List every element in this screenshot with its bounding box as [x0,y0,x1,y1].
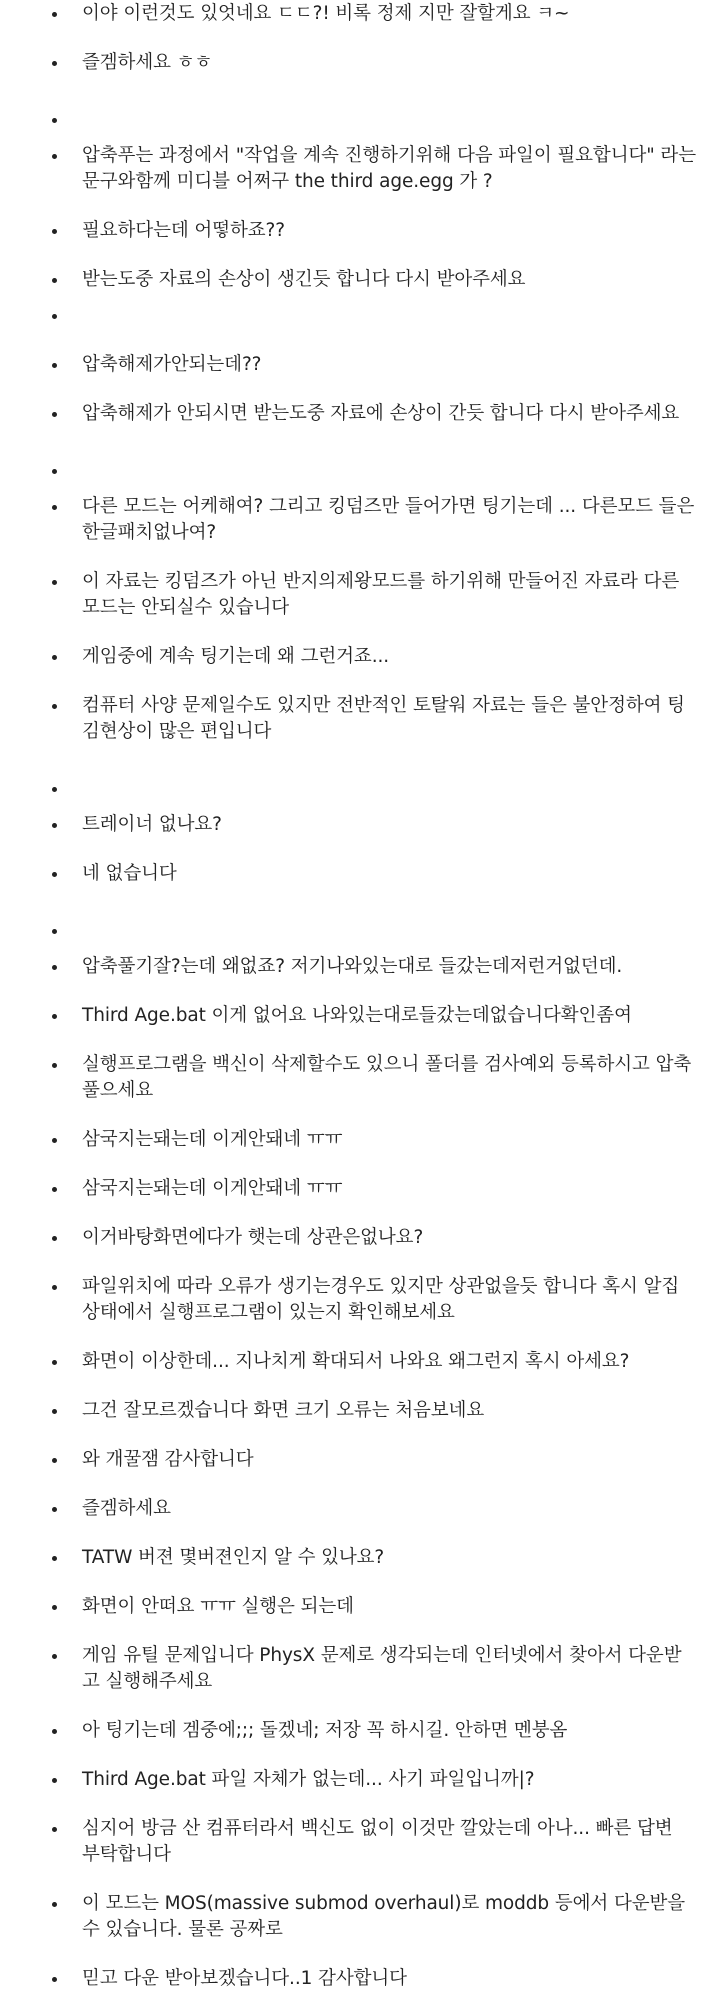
comment-item: 즐겜하세요 ㅎㅎ [0,50,710,76]
comment-item: TATW 버젼 몇버젼인지 알 수 있나요? [0,1545,710,1571]
comment-item: 실행프로그램을 백신이 삭제할수도 있으니 폴더를 검사예외 등록하시고 압축풀으세요 [0,1052,710,1104]
comment-item: 필요하다는데 어떻하죠?? [0,218,710,244]
empty-comment-item [0,107,710,133]
comment-item: 믿고 다운 받아보겠습니다..1 감사합니다 [0,1966,710,1992]
comment-item: 삼국지는돼는데 이게안돼네 ㅠㅠ [0,1176,710,1202]
comment-item: 게임중에 계속 팅기는데 왜 그런거죠... [0,644,710,670]
empty-comment-item [0,776,710,802]
comment-item: 화면이 안떠요 ㅠㅠ 실행은 되는데 [0,1594,710,1620]
comment-item: 컴퓨터 사양 문제일수도 있지만 전반적인 토탈워 자료는 들은 불안정하여 팅김현상이 많은 편입니다 [0,693,710,745]
comment-item: 압축풀기잘?는데 왜없죠? 저기나와있는대로 들갔는데저런거없던데. [0,954,710,980]
comment-item: 다른 모드는 어케해여? 그리고 킹덤즈만 들어가면 팅기는데 ... 다른모드 들은 한글패치없나여? [0,494,710,546]
comment-item: 이 모드는 MOS(massive submod overhaul)로 moddb 등에서 다운받을 수 있습니다. 물론 공짜로 [0,1891,710,1943]
empty-comment-item [0,303,710,329]
comment-item: 파일위치에 따라 오류가 생기는경우도 있지만 상관없을듯 합니다 혹시 알집상태에서 실행프로그램이 있는지 확인해보세요 [0,1274,710,1326]
comment-item: 삼국지는돼는데 이게안돼네 ㅠㅠ [0,1127,710,1153]
empty-comment-item [0,458,710,484]
comment-item: 화면이 이상한데... 지나치게 확대되서 나와요 왜그런지 혹시 아세요? [0,1349,710,1375]
comment-item: 압축해제가 안되시면 받는도중 자료에 손상이 간듯 합니다 다시 받아주세요 [0,401,710,427]
comment-item: 받는도중 자료의 손상이 생긴듯 합니다 다시 받아주세요 [0,267,710,293]
comment-item: 이야 이런것도 있엇네요 ㄷㄷ?! 비록 정제 지만 잘할게요 ㅋ~ [0,1,710,27]
comment-item: 이 자료는 킹덤즈가 아닌 반지의제왕모드를 하기위해 만들어진 자료라 다른모드는 안되실수 있습니다 [0,569,710,621]
comment-item: 그건 잘모르겠습니다 화면 크기 오류는 처음보네요 [0,1398,710,1424]
comment-item: 이거바탕화면에다가 햇는데 상관은없나요? [0,1225,710,1251]
comment-item: 심지어 방금 산 컴퓨터라서 백신도 없이 이것만 깔았는데 아나... 빠른 답변 부탁합니다 [0,1816,710,1868]
comment-item: 압축푸는 과정에서 "작업을 계속 진행하기위해 다음 파일이 필요합니다" 라는 문구와함께 미디블 어쩌구 the third age.egg 가 ? [0,143,710,195]
comment-item: Third Age.bat 이게 없어요 나와있는대로들갔는데없습니다확인좀여 [0,1003,710,1029]
comment-item: 압축해제가안되는데?? [0,352,710,378]
comment-item: 와 개꿀잼 감사합니다 [0,1447,710,1473]
empty-comment-item [0,918,710,944]
comment-item: Third Age.bat 파일 자체가 없는데... 사기 파일입니까|? [0,1767,710,1793]
comment-item: 네 없습니다 [0,861,710,887]
comment-item: 즐겜하세요 [0,1496,710,1522]
comment-item: 게임 유틸 문제입니다 PhysX 문제로 생각되는데 인터넷에서 찾아서 다운받고 실행해주세요 [0,1643,710,1695]
comment-item: 아 팅기는데 겜중에;;; 돌겠네; 저장 꼭 하시길. 안하면 멘붕옴 [0,1718,710,1744]
comment-item: 트레이너 없나요? [0,812,710,838]
